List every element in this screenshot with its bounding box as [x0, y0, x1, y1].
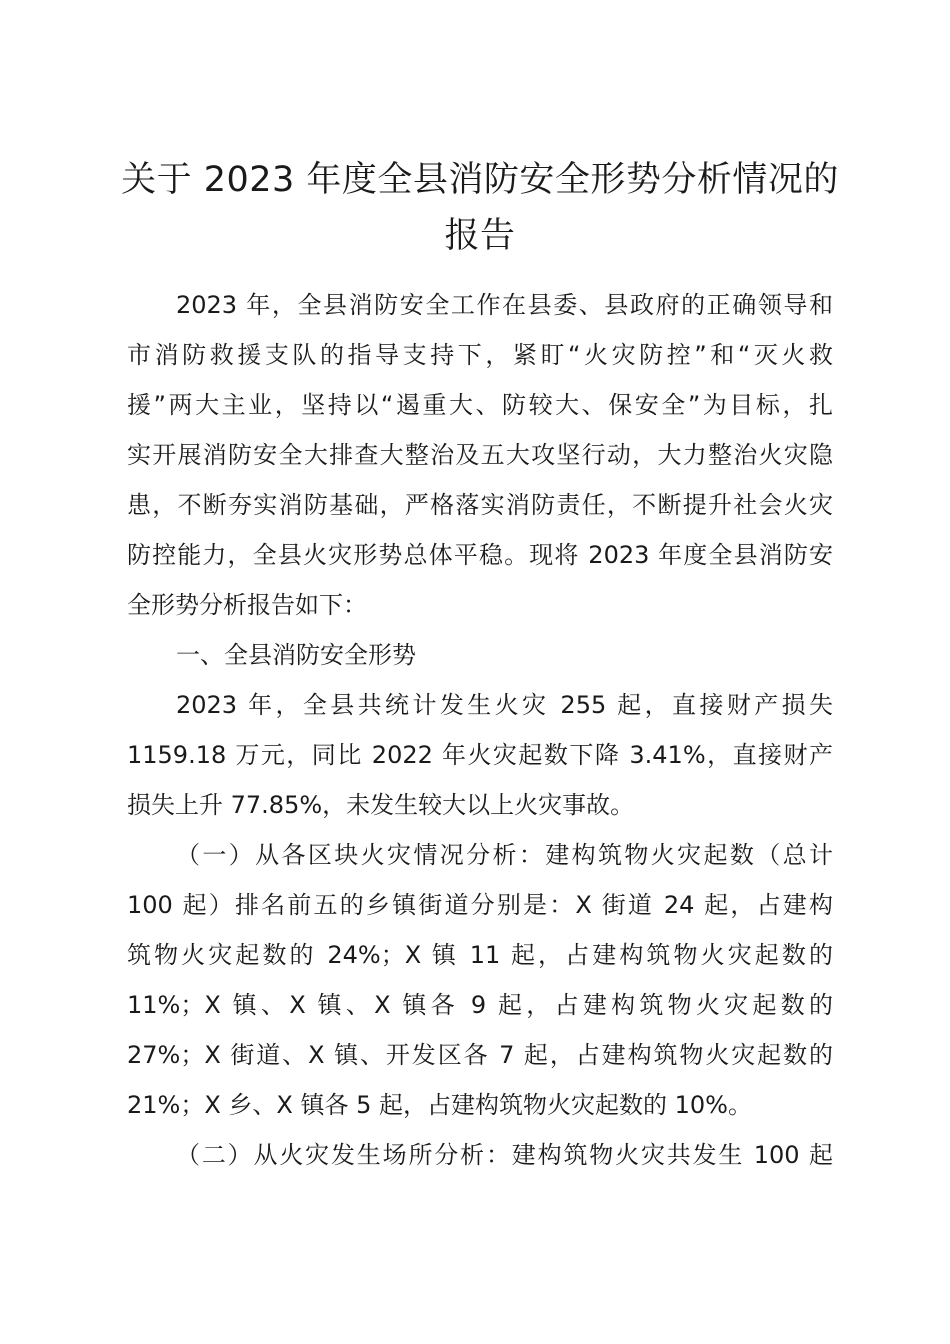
section-heading: 一、全县消防安全形势: [176, 641, 416, 669]
district-paragraph-line: 11%；X 镇、X 镇、X 镇各 9 起，占建构筑物火灾起数的: [127, 991, 833, 1019]
district-paragraph-line: 21%；X 乡、X 镇各 5 起，占建构筑物火灾起数的 10%。: [127, 1091, 752, 1119]
intro-paragraph-line: 患，不断夯实消防基础，严格落实消防责任，不断提升社会火灾: [127, 491, 833, 519]
intro-paragraph-line: 市消防救援支队的指导支持下，紧盯“火灾防控”和“灭火救: [127, 341, 833, 369]
stats-paragraph-line: 1159.18 万元，同比 2022 年火灾起数下降 3.41%，直接财产: [127, 741, 833, 769]
intro-paragraph-line: 援”两大主业，坚持以“遏重大、防较大、保安全”为目标，扎: [127, 391, 833, 419]
district-paragraph-line: （一）从各区块火灾情况分析：建构筑物火灾起数（总计: [176, 841, 833, 869]
district-paragraph-line: 100 起）排名前五的乡镇街道分别是：X 街道 24 起，占建构: [127, 891, 833, 919]
district-paragraph-line: 27%；X 街道、X 镇、开发区各 7 起，占建构筑物火灾起数的: [127, 1041, 833, 1069]
intro-paragraph-line: 防控能力，全县火灾形势总体平稳。现将 2023 年度全县消防安: [127, 541, 833, 569]
venue-paragraph-line: （二）从火灾发生场所分析：建构筑物火灾共发生 100 起: [176, 1141, 833, 1169]
document-title: [110, 152, 850, 264]
stats-paragraph-line: 损失上升 77.85%，未发生较大以上火灾事故。: [127, 791, 635, 819]
stats-paragraph-line: 2023 年，全县共统计发生火灾 255 起，直接财产损失: [176, 691, 833, 719]
intro-paragraph-line: 2023 年，全县消防安全工作在县委、县政府的正确领导和: [176, 291, 833, 319]
district-paragraph-line: 筑物火灾起数的 24%；X 镇 11 起，占建构筑物火灾起数的: [127, 941, 833, 969]
intro-paragraph-line: 全形势分析报告如下：: [127, 591, 367, 619]
title-line-2: 报告: [444, 216, 516, 256]
title-line-1: 关于 2023 年度全县消防安全形势分析情况的: [121, 160, 839, 200]
intro-paragraph-line: 实开展消防安全大排查大整治及五大攻坚行动，大力整治火灾隐: [127, 441, 833, 469]
